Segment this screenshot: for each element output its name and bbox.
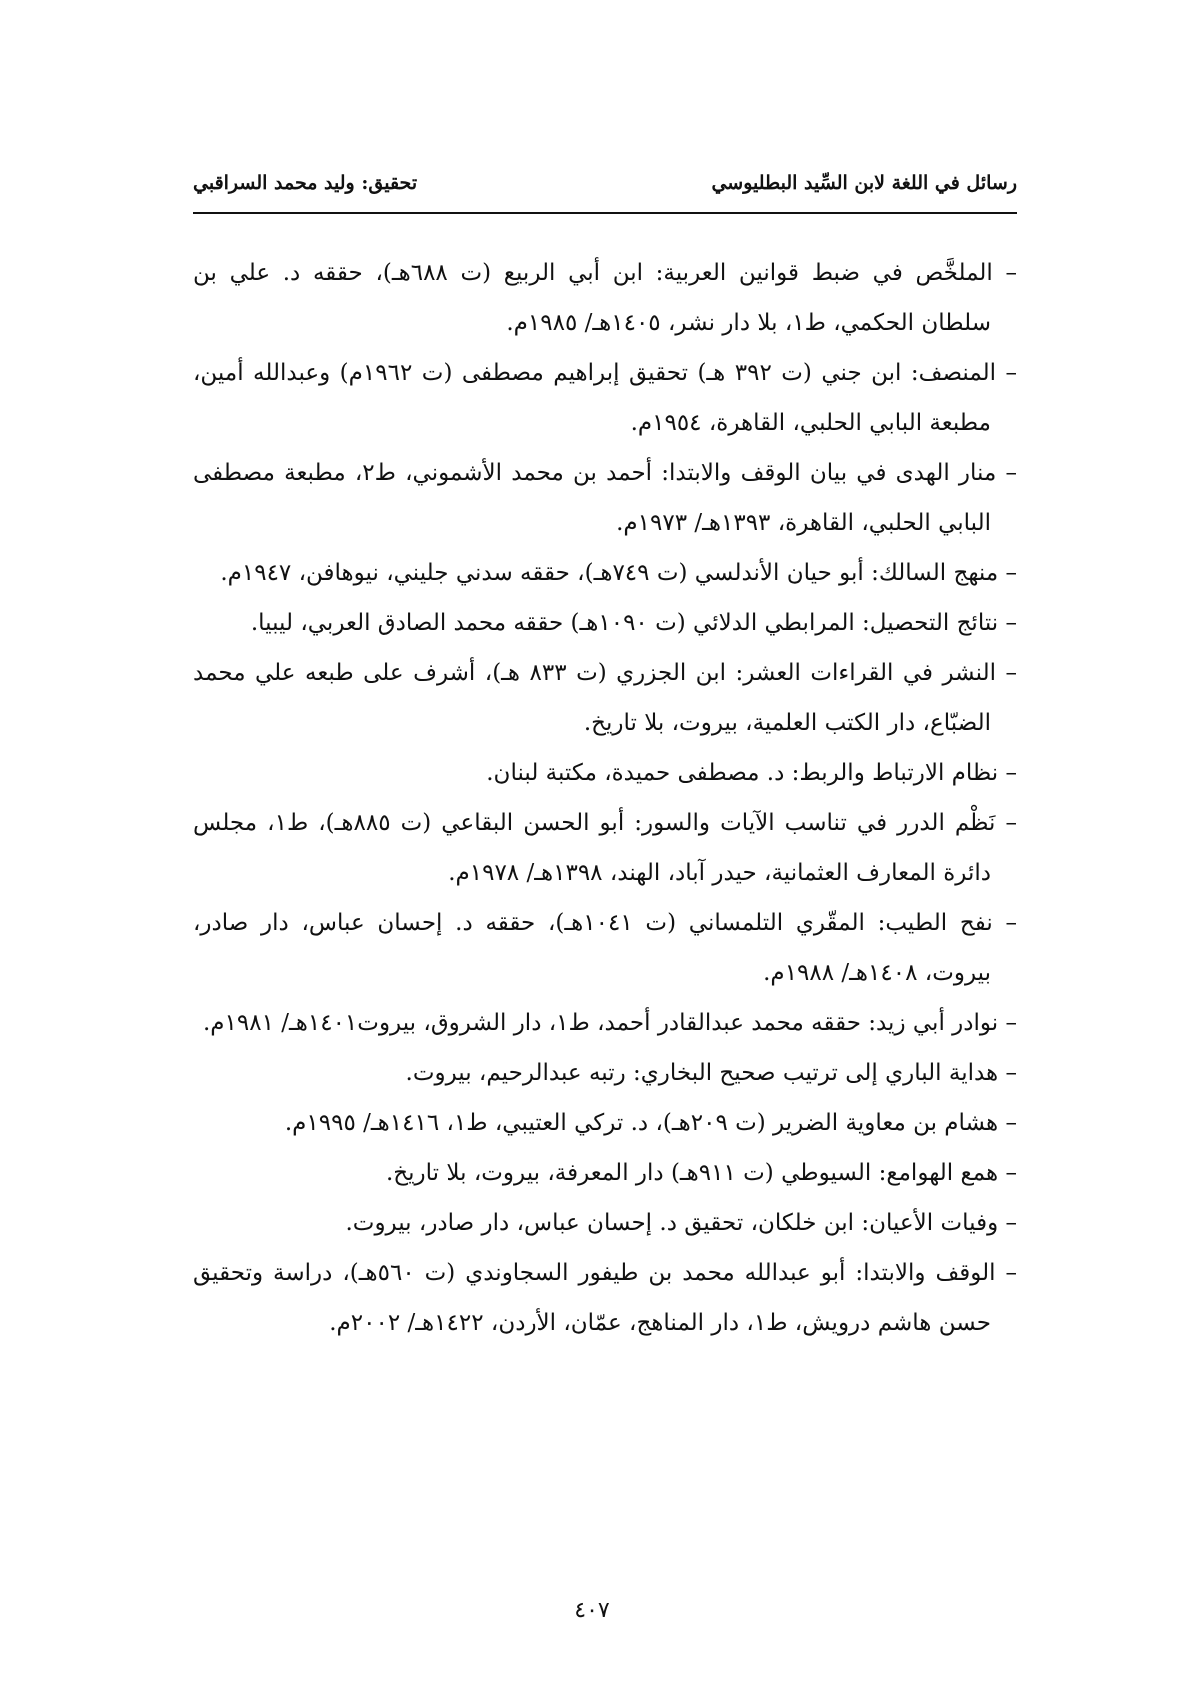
bibliography-entry: – الملخَّص في ضبط قوانين العربية: ابن أبي الربيع (ت ٦٨٨هـ)، حققه د. علي بن سلطان الحكمي، ط١، بلا دار نشر، ١٤٠٥هـ/ ١٩٨٥م. (193, 260, 1017, 336)
header-editor: تحقيق: وليد محمد السراقبي (193, 172, 418, 194)
bibliography-entry: – المنصف: ابن جني (ت ٣٩٢ هـ) تحقيق إبراهيم مصطفى (ت ١٩٦٢م) وعبدالله أمين، مطبعة البابي الحلبي، القاهرة، ١٩٥٤م. (193, 360, 1017, 436)
bibliography-entry: – منار الهدى في بيان الوقف والابتدا: أحمد بن محمد الأشموني، ط٢، مطبعة مصطفى البابي الحلبي، القاهرة، ١٣٩٣هـ/ ١٩٧٣م. (193, 460, 1017, 536)
bibliography-entry: – النشر في القراءات العشر: ابن الجزري (ت ٨٣٣ هـ)، أشرف على طبعه علي محمد الضبّاع، دار الكتب العلمية، بيروت، بلا تاريخ. (193, 660, 1017, 736)
bibliography-entry: – هداية الباري إلى ترتيب صحيح البخاري: رتبه عبدالرحيم، بيروت. (405, 1060, 1017, 1086)
bibliography-entry: – الوقف والابتدا: أبو عبدالله محمد بن طيفور السجاوندي (ت ٥٦٠هـ)، دراسة وتحقيق حسن هاشم درويش، ط١، دار المناهج، عمّان، الأردن، ١٤٢٢هـ/ ٢٠٠٢م. (193, 1260, 1017, 1336)
bibliography-entry: – هشام بن معاوية الضرير (ت ٢٠٩هـ)، د. تركي العتيبي، ط١، ١٤١٦هـ/ ١٩٩٥م. (284, 1110, 1017, 1136)
header-divider (193, 212, 1017, 214)
bibliography-entry: – منهج السالك: أبو حيان الأندلسي (ت ٧٤٩هـ)، حققه سدني جليني، نيوهافن، ١٩٤٧م. (220, 560, 1017, 586)
bibliography-list (193, 248, 1017, 1348)
bibliography-entry: – همع الهوامع: السيوطي (ت ٩١١هـ) دار المعرفة، بيروت، بلا تاريخ. (386, 1160, 1017, 1186)
bibliography-entry: – نوادر أبي زيد: حققه محمد عبدالقادر أحمد، ط١، دار الشروق، بيروت١٤٠١هـ/ ١٩٨١م. (202, 1010, 1017, 1036)
bibliography-entry: – نتائج التحصيل: المرابطي الدلائي (ت ١٠٩٠هـ) حققه محمد الصادق العربي، ليبيا. (250, 610, 1017, 636)
header-book-title: رسائل في اللغة لابن السِّيد البطليوسي (711, 172, 1017, 194)
page-number: ٤٠٧ (574, 1598, 610, 1623)
bibliography-entry: – وفيات الأعيان: ابن خلكان، تحقيق د. إحسان عباس، دار صادر، بيروت. (345, 1210, 1017, 1236)
running-header (193, 172, 1017, 204)
bibliography-entry: – نَظْم الدرر في تناسب الآيات والسور: أبو الحسن البقاعي (ت ٨٨٥هـ)، ط١، مجلس دائرة المعارف العثمانية، حيدر آباد، الهند، ١٣٩٨هـ/ ١٩٧٨م. (193, 810, 1017, 886)
bibliography-entry: – نفح الطيب: المقّري التلمساني (ت ١٠٤١هـ)، حققه د. إحسان عباس، دار صادر، بيروت، ١٤٠٨هـ/ ١٩٨٨م. (193, 910, 1017, 986)
bibliography-entry: – نظام الارتباط والربط: د. مصطفى حميدة، مكتبة لبنان. (486, 760, 1017, 786)
